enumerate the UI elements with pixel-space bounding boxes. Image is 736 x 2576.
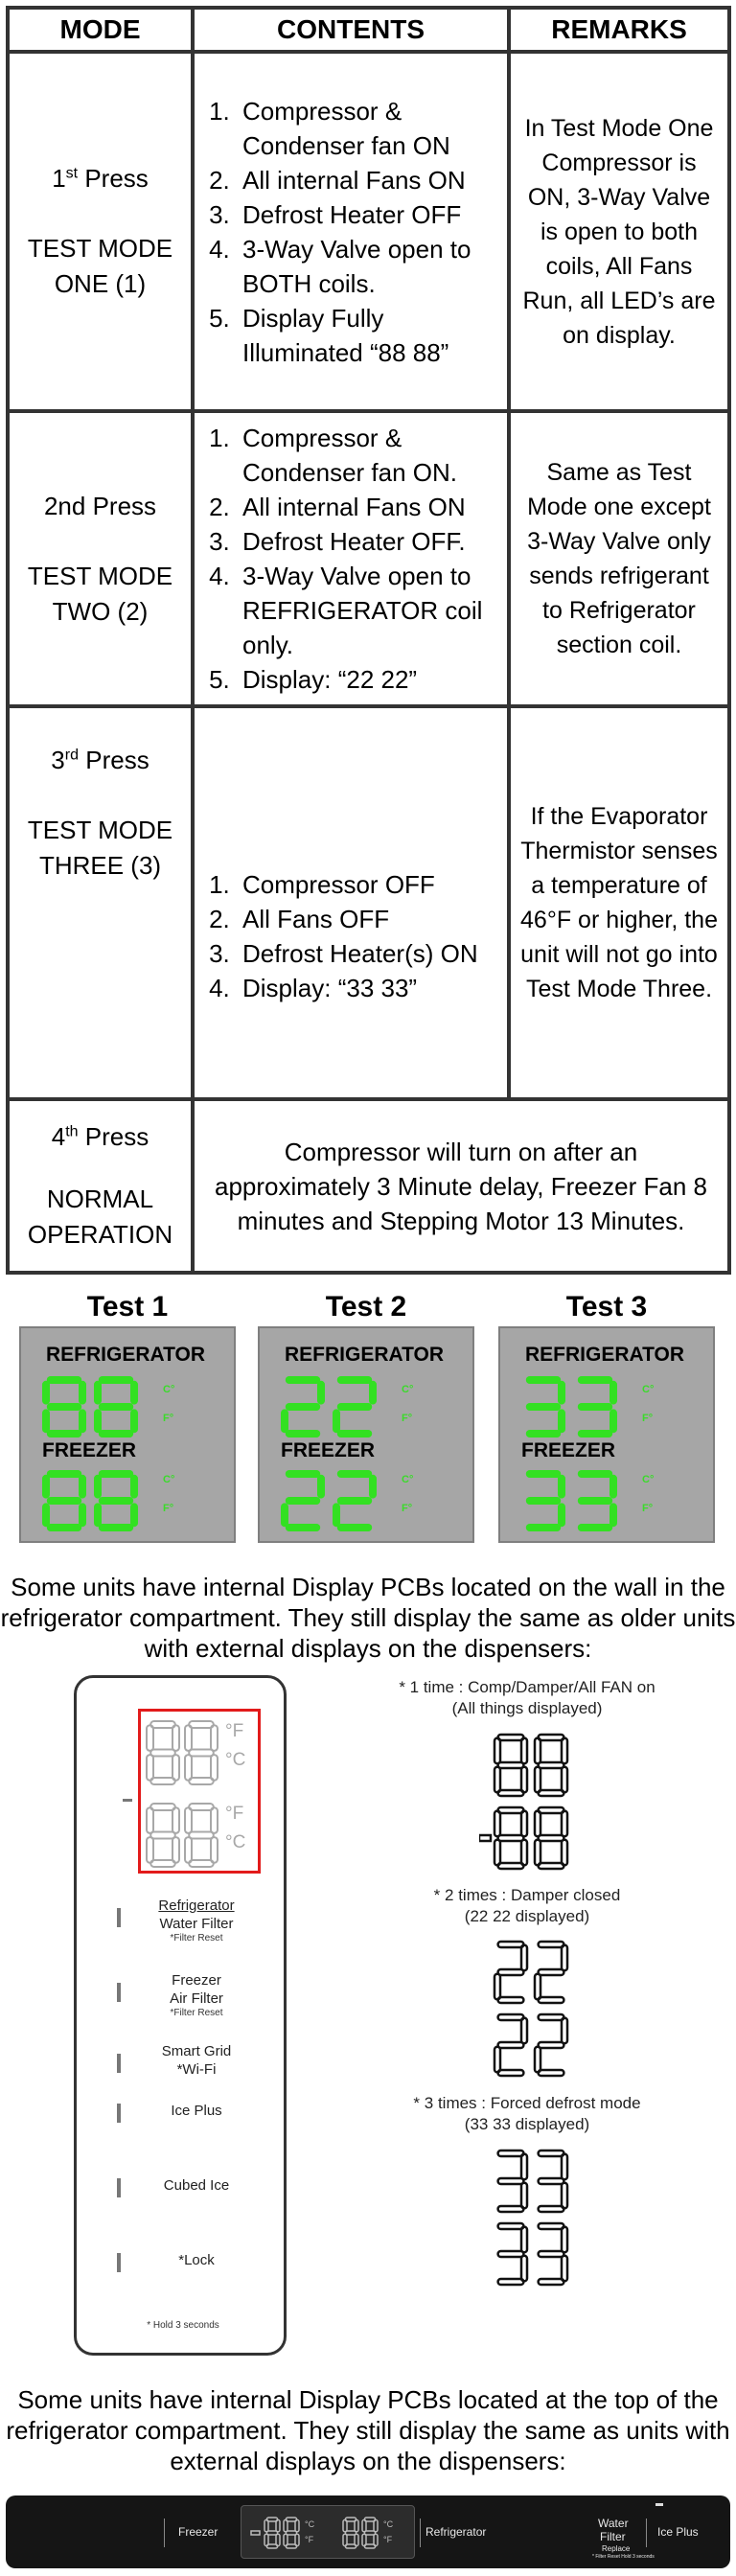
segment-b [211,1807,218,1833]
segment-d [539,1863,564,1869]
segment-b [374,2519,378,2531]
unit-label: °C [225,1750,246,1770]
segment-a [337,1376,372,1384]
contents-cell: 1. Compressor & Condenser fan ON 2. All internal Fans ON 3. Defrost Heater OFF 4. 3-Way Valve open to BOTH coils. 5. Display Fully Illuminated “88 88” [193,52,509,411]
segment-f [147,1807,153,1833]
segment-c [521,1840,527,1866]
unit-f: F° [163,1503,174,1514]
unit-f: F° [642,1413,654,1424]
segment-c [172,1755,179,1781]
segment-f [42,1475,50,1499]
segment-d [498,2070,524,2076]
header-mode: MODE [8,8,193,52]
test-panel-3 [498,1288,715,1543]
segment-g [498,1835,524,1841]
segment-a [498,1735,524,1740]
segment-d [526,1524,561,1531]
segment-e [535,2047,540,2073]
segment-b [610,1475,617,1499]
segment-b [211,1725,218,1751]
divider [420,2518,421,2547]
segment-c [130,1503,138,1527]
segment-d [578,1524,612,1531]
contents-cell: 1. Compressor & Condenser fan ON. 2. All internal Fans ON 3. Defrost Heater OFF. 4. 3-Way Valve open to REFRIGERATOR coil only. 5. Display: “22 22” [193,411,509,706]
unit-label: °F [305,2535,314,2544]
segment-e [281,1409,288,1433]
table-row [8,1099,729,1273]
ice-plus-label: Ice Plus [657,2525,699,2539]
segment-a [498,2223,524,2229]
panel-item[interactable] [77,1897,289,1944]
segment-f [494,1738,500,1764]
segment-b [558,1475,565,1499]
segment-g [539,1762,564,1768]
segment-g [498,2251,524,2257]
segment-d [498,1863,524,1869]
segment-d [578,1430,612,1438]
segment-d [539,2070,564,2076]
segment-d [498,2206,524,2212]
segment-b [521,1811,527,1837]
segment-g [578,1403,612,1411]
panel-item-line2: Air Filter [170,1990,223,2007]
segment-c [562,2183,567,2209]
segment-b [172,1807,179,1833]
unit-c: C° [642,1474,655,1485]
top-display-bar [6,2496,730,2568]
segment-b [521,1738,527,1764]
normal-operation-remark: Compressor will turn on after an approximately 3 Minute delay, Freezer Fan 8 minutes and Stepping Motor 13 Minutes. [193,1099,729,1273]
segment-e [147,1755,153,1781]
segment-f [185,1725,192,1751]
freezer-label: FREEZER [521,1439,616,1461]
segment-b [355,2519,358,2531]
segment-b [79,1381,86,1405]
panel-item[interactable] [77,2102,289,2120]
segment-e [94,1409,102,1433]
segment-c [558,1409,565,1433]
segment-g [337,1403,372,1411]
segment-g [47,1497,81,1505]
panel-item-note: *Filter Reset [170,1933,223,1944]
segment-d [150,1778,175,1784]
unit-label: °C [383,2519,394,2529]
unit-f: F° [642,1503,654,1514]
segment-c [610,1503,617,1527]
unit-f: F° [163,1413,174,1424]
segment-a [286,1376,320,1384]
internal-display-panel [74,1675,287,2356]
unit-f: F° [402,1413,413,1424]
segment-d [539,1790,564,1796]
remarks-cell: If the Evaporator Thermistor senses a temperature of 46°F or higher, the unit will not go into Test Mode Three. [509,706,729,1099]
legend-1-text: * 1 time : Comp/Damper/All FAN on (All things displayed) [399,1678,656,1717]
segment-b [562,1945,567,1971]
header-remarks: REMARKS [509,8,729,52]
segment-e [147,1837,153,1863]
legend-2-digits [479,1938,585,2082]
segment-g [266,2531,277,2535]
freezer-label: FREEZER [281,1439,376,1461]
panel-item-line1: Ice Plus [171,2103,222,2119]
header-contents: CONTENTS [193,8,509,52]
indicator-tick [117,2178,121,2197]
test-title: Test 3 [565,1291,648,1322]
segment-a [526,1470,561,1478]
panel-item-note: *Filter Reset [170,2008,223,2018]
segment-e [42,1503,50,1527]
segment-d [47,1524,81,1531]
segment-g [286,1403,320,1411]
legend-3-digits [479,2147,585,2290]
segment-b [562,1738,567,1764]
segment-g [578,1497,612,1505]
panel-item-line1: Smart Grid [161,2043,232,2059]
indicator-tick [117,2104,121,2123]
segment-d [498,1997,524,2003]
indicator-dash [656,2503,663,2506]
segment-g [286,1497,320,1505]
unit-c: C° [642,1384,655,1395]
segment-e [264,2534,268,2545]
segment-c [172,1837,179,1863]
segment-g [99,1403,133,1411]
segment-d [189,1778,214,1784]
segment-g [498,1762,524,1768]
segment-g [150,1832,175,1839]
test-display-panels [0,1288,736,1547]
filter-label: Filter [600,2530,626,2543]
legend-1-digits [479,1731,585,1874]
segment-e [343,2534,347,2545]
segment-g [498,2042,524,2048]
segment-g [364,2531,375,2535]
led-digits [500,1328,717,1545]
minus-dash [123,1799,132,1802]
segment-d [47,1430,81,1438]
refrigerator-label: REFRIGERATOR [46,1344,206,1366]
segment-c [79,1409,86,1433]
panel-item[interactable] [77,2042,289,2079]
segment-a [526,1376,561,1384]
segment-d [189,1860,214,1867]
test-panel-2 [258,1288,474,1543]
panel-item[interactable] [77,2176,289,2195]
segment-a [150,1804,175,1810]
internal-wall-display-note: Some units have internal Display PCBs located on the wall in the refrigerator compartment. They still display the same as older units with external displays on the dispensers: [0,1573,736,1663]
segment-d [286,1430,320,1438]
contents-cell: 1. Compressor OFF 2. All Fans OFF 3. Defrost Heater(s) ON 4. Display: “33 33” [193,706,509,1099]
segment-g [189,1750,214,1757]
segment-b [562,1811,567,1837]
refrigerator-label: REFRIGERATOR [285,1344,445,1366]
legend-2-text: * 2 times : Damper closed (22 22 displayed) [433,1886,621,1925]
panel-item-line1: Refrigerator [158,1898,235,1914]
unit-label: °C [305,2519,315,2529]
refrigerator-label: REFRIGERATOR [525,1344,685,1366]
segment-d [337,1524,372,1531]
segment-f [284,2519,288,2531]
segment-a [47,1376,81,1384]
segment-a [539,2014,564,2020]
unit-c: C° [402,1384,414,1395]
segment-b [558,1381,565,1405]
segment-g [189,1832,214,1839]
unit-label: °F [225,1721,244,1741]
segment-a [99,1376,133,1384]
freezer-label: Freezer [178,2525,218,2539]
segment-f [42,1381,50,1405]
topbar-digits [242,2506,416,2560]
segment-c [562,1767,567,1793]
panel-item-line1: Cubed Ice [163,2177,230,2194]
outline-digits [141,1712,264,1876]
segment-g [539,1835,564,1841]
segment-a [498,2014,524,2020]
segment-c [130,1409,138,1433]
segment-f [535,1811,540,1837]
segment-b [610,1381,617,1405]
segment-e [281,1503,288,1527]
segment-c [562,1840,567,1866]
table-header-row [8,8,729,52]
indicator-tick [117,2253,121,2272]
table-row [8,706,729,1099]
segment-c [521,2183,527,2209]
segment-a [498,1942,524,1947]
segment-a [150,1721,175,1728]
segment-a [578,1470,612,1478]
minus-segment [479,1835,491,1841]
unit-label: °C [225,1832,246,1852]
segment-e [185,1837,192,1863]
segment-b [276,2519,280,2531]
indicator-tick [117,1908,121,1927]
segment-d [539,1997,564,2003]
indicator-tick [117,2054,121,2073]
segment-b [562,2018,567,2044]
mode-cell: 4th Press NORMAL OPERATION [8,1099,193,1273]
remarks-cell: Same as Test Mode one except 3-Way Valve only sends refrigerant to Refrigerator section coil. [509,411,729,706]
segment-a [337,1470,372,1478]
segment-g [498,1969,524,1975]
segment-f [94,1475,102,1499]
segment-e [185,1755,192,1781]
segment-a [539,2223,564,2229]
unit-label: °F [383,2535,393,2544]
unit-c: C° [163,1474,175,1485]
segment-b [79,1475,86,1499]
segment-d [498,1790,524,1796]
segment-b [562,2154,567,2180]
segment-d [498,2279,524,2285]
segment-e [494,2047,500,2073]
replace-label: Replace [602,2544,631,2553]
segment-c [562,2256,567,2282]
minus-segment [251,2531,260,2535]
segment-g [539,2251,564,2257]
segment-a [539,2150,564,2156]
temperature-digits-box [138,1709,261,1874]
segment-b [130,1475,138,1499]
mode-cell: 3rd Press TEST MODE THREE (3) [8,706,193,1099]
segment-g [526,1497,561,1505]
segment-b [369,1475,377,1499]
segment-b [521,2227,527,2253]
segment-f [362,2519,366,2531]
segment-d [286,1524,320,1531]
segment-b [369,1381,377,1405]
segment-e [94,1503,102,1527]
segment-b [562,2227,567,2253]
segment-c [558,1503,565,1527]
unit-c: C° [402,1474,414,1485]
segment-e [333,1503,340,1527]
segment-c [211,1755,218,1781]
segment-g [150,1750,175,1757]
segment-g [526,1403,561,1411]
segment-a [498,1807,524,1813]
segment-b [521,2154,527,2180]
segment-e [362,2534,366,2545]
segment-a [99,1470,133,1478]
segment-a [539,1807,564,1813]
divider [164,2518,165,2547]
segment-g [337,1497,372,1505]
segment-f [185,1807,192,1833]
replace-note: * Filter Reset Hold 3 seconds [592,2554,655,2560]
segment-b [130,1381,138,1405]
segment-d [99,1524,133,1531]
indicator-tick [117,1983,121,2002]
remarks-cell: In Test Mode One Compressor is ON, 3-Way Valve is open to both coils, All Fans Run, all LED’s are on display. [509,52,729,411]
display-screen [19,1326,236,1543]
segment-f [264,2519,268,2531]
segment-e [333,1409,340,1433]
segment-d [150,1860,175,1867]
legend-3-text: * 3 times : Forced defrost mode (33 33 displayed) [413,2094,641,2133]
unit-label: °F [225,1804,244,1824]
segment-e [284,2534,288,2545]
segment-c [521,1767,527,1793]
table-row [8,411,729,706]
segment-a [539,1735,564,1740]
segment-a [498,2150,524,2156]
segment-f [147,1725,153,1751]
unit-f: F° [402,1503,413,1514]
segment-a [286,1470,320,1478]
segment-g [539,2042,564,2048]
divider [646,2518,647,2547]
segment-c [211,1837,218,1863]
segment-e [494,1840,500,1866]
mode-cell: 2nd Press TEST MODE TWO (2) [8,411,193,706]
segment-b [317,1475,325,1499]
test-panel-1 [19,1288,236,1543]
segment-g [539,2178,564,2184]
water-label: Water [598,2517,629,2530]
segment-c [521,2256,527,2282]
segment-b [521,1945,527,1971]
segment-g [498,2178,524,2184]
led-digits [260,1328,476,1545]
test-mode-table [6,6,731,1271]
mode-cell: 1st Press TEST MODE ONE (1) [8,52,193,411]
segment-g [47,1403,81,1411]
table-row [8,52,729,411]
segment-a [189,1721,214,1728]
hold-note: * Hold 3 seconds [147,2320,219,2331]
unit-c: C° [163,1384,175,1395]
segment-c [610,1409,617,1433]
segment-b [521,2018,527,2044]
panel-item[interactable] [77,2251,289,2269]
segment-b [317,1381,325,1405]
segment-g [286,2531,296,2535]
panel-item-line1: *Lock [178,2252,215,2268]
segment-c [79,1503,86,1527]
panel-item-line2: *Wi-Fi [176,2061,217,2078]
display-screen [498,1326,715,1543]
test-title: Test 1 [86,1291,169,1322]
segment-f [343,2519,347,2531]
segment-d [337,1430,372,1438]
segment-d [539,2279,564,2285]
segment-a [47,1470,81,1478]
segment-b [172,1725,179,1751]
segment-g [539,1969,564,1975]
segment-f [494,1811,500,1837]
topbar-digit-box [241,2505,415,2559]
segment-f [94,1381,102,1405]
segment-e [535,1840,540,1866]
test-title: Test 2 [325,1291,407,1322]
segment-b [295,2519,299,2531]
led-digits [21,1328,238,1545]
segment-d [99,1430,133,1438]
segment-f [535,1738,540,1764]
segment-a [539,1942,564,1947]
segment-e [42,1409,50,1433]
segment-e [494,1974,500,2000]
segment-e [535,1767,540,1793]
segment-d [539,2206,564,2212]
segment-a [189,1804,214,1810]
segment-d [526,1430,561,1438]
freezer-label: FREEZER [42,1439,137,1461]
panel-item[interactable] [77,1971,289,2019]
panel-item-line2: Water Filter [159,1916,234,1932]
segment-a [578,1376,612,1384]
segment-g [99,1497,133,1505]
refrigerator-label: Refrigerator [426,2525,487,2539]
internal-top-display-note: Some units have internal Display PCBs located at the top of the refrigerator compartment. They still display the same as units with external displays on the dispensers: [6,2385,730,2475]
panel-item-line1: Freezer [172,1972,221,1989]
segment-e [494,1767,500,1793]
segment-g [345,2531,356,2535]
segment-e [535,1974,540,2000]
display-screen [258,1326,474,1543]
